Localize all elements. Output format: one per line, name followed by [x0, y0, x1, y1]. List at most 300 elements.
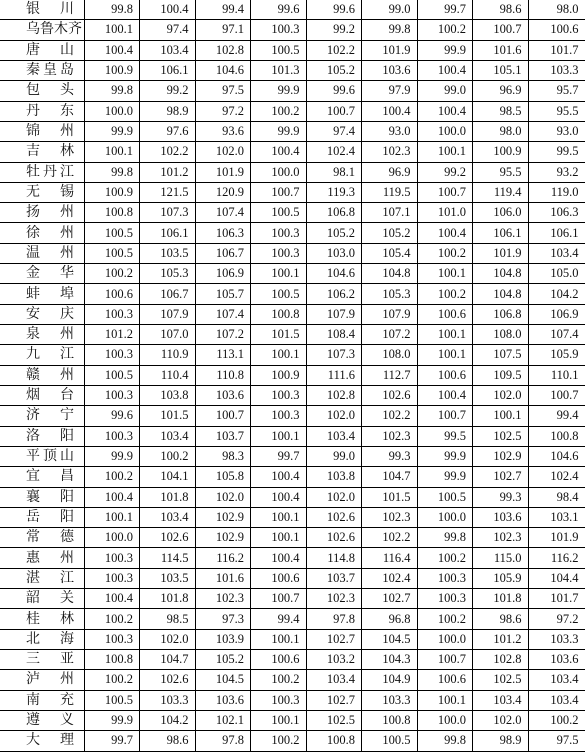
- index-value-cell: 99.5: [528, 142, 585, 162]
- index-value-cell: 100.2: [251, 670, 307, 690]
- index-value-cell: 102.1: [195, 710, 251, 730]
- city-char: 惠: [26, 550, 40, 566]
- index-value-cell: 105.7: [195, 284, 251, 304]
- index-value-cell: 102.0: [306, 406, 362, 426]
- index-value-cell: 104.3: [362, 650, 418, 670]
- index-value-cell: 100.1: [417, 264, 473, 284]
- city-char: 齐: [68, 22, 82, 38]
- city-char: 锡: [60, 184, 74, 200]
- index-value-cell: 97.2: [528, 609, 585, 629]
- city-char: 头: [60, 83, 74, 99]
- index-value-cell: 100.1: [251, 264, 307, 284]
- index-value-cell: 99.7: [417, 0, 473, 20]
- index-value-cell: 110.8: [195, 365, 251, 385]
- index-value-cell: 104.7: [362, 467, 418, 487]
- index-value-cell: 100.1: [473, 406, 529, 426]
- index-value-cell: 100.8: [362, 710, 418, 730]
- index-value-cell: 100.7: [417, 182, 473, 202]
- index-value-cell: 100.5: [251, 40, 307, 60]
- city-name-cell: [0, 162, 84, 182]
- city-char: 丹: [26, 103, 40, 119]
- city-char: 南: [26, 692, 40, 708]
- index-value-cell: 105.9: [473, 568, 529, 588]
- index-value-cell: 100.1: [84, 507, 140, 527]
- city-name-cell: [0, 243, 84, 263]
- city-char: 平: [26, 449, 40, 465]
- index-value-cell: 106.9: [195, 264, 251, 284]
- index-value-cell: 105.1: [473, 60, 529, 80]
- index-value-cell: 98.4: [528, 487, 585, 507]
- index-value-cell: 100.3: [84, 629, 140, 649]
- index-value-cell: 100.2: [251, 101, 307, 121]
- index-value-cell: 107.0: [140, 325, 196, 345]
- index-value-cell: 114.5: [140, 548, 196, 568]
- index-value-cell: 107.3: [140, 203, 196, 223]
- index-value-cell: 110.1: [528, 365, 585, 385]
- city-char: 唐: [26, 42, 40, 58]
- index-value-cell: 101.5: [140, 406, 196, 426]
- city-name-cell: [0, 365, 84, 385]
- index-value-cell: 107.4: [195, 203, 251, 223]
- index-value-cell: 100.8: [528, 426, 585, 446]
- city-name: [26, 610, 74, 629]
- index-value-cell: 99.8: [362, 20, 418, 40]
- index-value-cell: 100.3: [84, 345, 140, 365]
- city-name: [26, 285, 74, 304]
- index-value-cell: 105.8: [195, 467, 251, 487]
- index-value-cell: 100.8: [84, 203, 140, 223]
- index-value-cell: 107.2: [195, 325, 251, 345]
- city-char: 北: [26, 631, 40, 647]
- index-value-cell: 98.6: [140, 731, 196, 751]
- index-value-cell: 100.0: [84, 101, 140, 121]
- index-value-cell: 116.2: [528, 548, 585, 568]
- index-value-cell: 102.7: [306, 690, 362, 710]
- city-char: 皇: [43, 63, 57, 79]
- city-name-cell: [0, 182, 84, 202]
- city-name-cell: [0, 446, 84, 466]
- index-value-cell: 102.0: [306, 487, 362, 507]
- city-name-cell: [0, 304, 84, 324]
- index-value-cell: 104.7: [140, 650, 196, 670]
- index-value-cell: 106.8: [473, 304, 529, 324]
- index-value-cell: 99.7: [84, 731, 140, 751]
- index-value-cell: 104.1: [140, 467, 196, 487]
- index-value-cell: 99.3: [362, 446, 418, 466]
- index-value-cell: 100.7: [306, 101, 362, 121]
- index-value-cell: 101.9: [195, 162, 251, 182]
- index-value-cell: 103.7: [195, 426, 251, 446]
- index-value-cell: 105.3: [140, 264, 196, 284]
- index-value-cell: 104.8: [473, 264, 529, 284]
- city-name: [26, 325, 74, 344]
- index-value-cell: 106.1: [528, 223, 585, 243]
- index-value-cell: 104.6: [306, 264, 362, 284]
- city-name: [26, 691, 74, 710]
- index-value-cell: 93.6: [195, 121, 251, 141]
- city-char: 充: [60, 692, 74, 708]
- index-value-cell: 104.8: [362, 264, 418, 284]
- city-char: 海: [60, 631, 74, 647]
- city-char: 安: [26, 306, 40, 322]
- index-value-cell: 101.7: [528, 40, 585, 60]
- city-name: [26, 122, 74, 141]
- city-char: 州: [60, 225, 74, 241]
- city-char: 洛: [26, 428, 40, 444]
- city-char: 金: [26, 266, 40, 282]
- index-value-cell: 101.6: [195, 568, 251, 588]
- index-value-cell: 99.5: [417, 426, 473, 446]
- index-value-cell: 100.2: [84, 264, 140, 284]
- index-value-cell: 100.3: [84, 568, 140, 588]
- city-name-cell: [0, 223, 84, 243]
- index-value-cell: 102.0: [140, 629, 196, 649]
- city-char: 州: [60, 327, 74, 343]
- index-value-cell: 104.2: [528, 284, 585, 304]
- city-char: 东: [60, 103, 74, 119]
- city-name-cell: [0, 690, 84, 710]
- index-value-cell: 104.5: [362, 629, 418, 649]
- index-value-cell: 112.7: [362, 365, 418, 385]
- city-name: [26, 102, 74, 121]
- index-value-cell: 99.9: [84, 710, 140, 730]
- table-row: [0, 446, 585, 466]
- city-name: [26, 61, 74, 80]
- index-value-cell: 103.4: [528, 670, 585, 690]
- city-name: [26, 203, 74, 222]
- index-value-cell: 100.2: [528, 710, 585, 730]
- city-char: 宜: [26, 469, 40, 485]
- index-value-cell: 100.3: [84, 548, 140, 568]
- table-row: [0, 426, 585, 446]
- table-row: [0, 325, 585, 345]
- index-value-cell: 100.4: [84, 487, 140, 507]
- index-value-cell: 107.4: [528, 325, 585, 345]
- index-value-cell: 98.0: [528, 0, 585, 20]
- city-char: 州: [60, 124, 74, 140]
- city-name: [26, 244, 74, 263]
- table-row: [0, 101, 585, 121]
- index-value-cell: 100.3: [251, 243, 307, 263]
- index-value-cell: 96.8: [362, 609, 418, 629]
- table-row: [0, 467, 585, 487]
- index-value-cell: 100.7: [473, 20, 529, 40]
- index-value-cell: 99.9: [417, 446, 473, 466]
- table-row: [0, 609, 585, 629]
- city-name: [26, 305, 74, 324]
- index-value-cell: 104.2: [140, 710, 196, 730]
- city-char: 台: [60, 388, 74, 404]
- city-char: 三: [26, 652, 40, 668]
- index-value-cell: 102.3: [306, 589, 362, 609]
- index-value-cell: 105.4: [362, 243, 418, 263]
- index-value-cell: 99.6: [306, 81, 362, 101]
- city-char: 扬: [26, 205, 40, 221]
- index-value-cell: 99.0: [362, 0, 418, 20]
- index-value-cell: 103.6: [195, 385, 251, 405]
- table-row: [0, 345, 585, 365]
- index-value-cell: 100.7: [417, 406, 473, 426]
- city-char: 阳: [60, 489, 74, 505]
- index-value-cell: 99.2: [417, 162, 473, 182]
- city-char: 遵: [26, 713, 40, 729]
- index-value-cell: 99.9: [251, 121, 307, 141]
- index-value-cell: 100.9: [84, 60, 140, 80]
- city-name-cell: [0, 589, 84, 609]
- table-row: [0, 650, 585, 670]
- index-value-cell: 97.4: [140, 20, 196, 40]
- city-name-cell: [0, 710, 84, 730]
- index-value-cell: 100.5: [251, 203, 307, 223]
- city-name: [26, 447, 74, 466]
- city-name: [26, 528, 74, 547]
- index-value-cell: 100.5: [84, 223, 140, 243]
- index-value-cell: 119.4: [473, 182, 529, 202]
- index-value-cell: 101.8: [473, 589, 529, 609]
- index-value-cell: 99.9: [84, 446, 140, 466]
- city-char: 丹: [43, 164, 57, 180]
- index-value-cell: 99.8: [417, 528, 473, 548]
- city-name-cell: [0, 385, 84, 405]
- index-value-cell: 102.3: [195, 589, 251, 609]
- city-name-cell: [0, 0, 84, 20]
- index-value-cell: 99.9: [417, 40, 473, 60]
- index-value-cell: 103.3: [140, 690, 196, 710]
- city-name-cell: [0, 568, 84, 588]
- table-row: [0, 365, 585, 385]
- index-value-cell: 99.6: [84, 406, 140, 426]
- table-row: [0, 406, 585, 426]
- index-value-cell: 105.3: [362, 284, 418, 304]
- table-row: [0, 731, 585, 751]
- index-value-cell: 101.3: [251, 60, 307, 80]
- index-value-cell: 100.3: [84, 426, 140, 446]
- index-value-cell: 103.4: [140, 40, 196, 60]
- index-value-cell: 98.9: [473, 731, 529, 751]
- index-value-cell: 100.4: [417, 101, 473, 121]
- city-char: 顶: [43, 449, 57, 465]
- index-value-cell: 102.6: [306, 528, 362, 548]
- index-value-cell: 102.9: [473, 446, 529, 466]
- index-value-cell: 110.4: [140, 365, 196, 385]
- index-value-cell: 103.4: [528, 243, 585, 263]
- city-name-cell: [0, 40, 84, 60]
- city-name: [26, 264, 74, 283]
- table-row: [0, 568, 585, 588]
- city-name-cell: [0, 101, 84, 121]
- index-value-cell: 99.9: [251, 81, 307, 101]
- index-value-cell: 103.4: [140, 426, 196, 446]
- index-value-cell: 100.6: [251, 568, 307, 588]
- index-value-cell: 99.8: [84, 0, 140, 20]
- city-char: 乌: [26, 22, 40, 38]
- city-name: [26, 406, 74, 425]
- city-char: 包: [26, 83, 40, 99]
- index-value-cell: 99.6: [306, 0, 362, 20]
- city-name: [26, 81, 74, 100]
- city-char: 江: [60, 347, 74, 363]
- city-char: 州: [60, 205, 74, 221]
- table-row: [0, 0, 585, 20]
- index-value-cell: 101.2: [140, 162, 196, 182]
- index-value-cell: 100.9: [84, 182, 140, 202]
- city-char: 韶: [26, 591, 40, 607]
- index-value-cell: 102.0: [195, 142, 251, 162]
- table-row: [0, 203, 585, 223]
- city-name: [26, 0, 74, 19]
- index-value-cell: 100.8: [251, 304, 307, 324]
- index-value-cell: 103.1: [528, 507, 585, 527]
- city-name: [26, 345, 74, 364]
- index-value-cell: 99.0: [417, 81, 473, 101]
- table-row: [0, 20, 585, 40]
- index-value-cell: 111.6: [306, 365, 362, 385]
- index-value-cell: 100.1: [417, 345, 473, 365]
- city-name-cell: [0, 142, 84, 162]
- city-name-cell: [0, 284, 84, 304]
- city-char: 州: [60, 245, 74, 261]
- table-row: [0, 243, 585, 263]
- index-value-cell: 100.5: [362, 731, 418, 751]
- index-value-cell: 96.9: [362, 162, 418, 182]
- index-value-cell: 93.0: [362, 121, 418, 141]
- index-value-cell: 100.6: [417, 365, 473, 385]
- city-name: [26, 549, 74, 568]
- index-value-cell: 100.4: [84, 40, 140, 60]
- index-value-cell: 100.4: [140, 0, 196, 20]
- index-value-cell: 105.2: [306, 223, 362, 243]
- index-value-cell: 103.6: [362, 60, 418, 80]
- index-value-cell: 102.3: [473, 528, 529, 548]
- index-value-cell: 100.5: [84, 243, 140, 263]
- index-value-cell: 102.2: [362, 406, 418, 426]
- index-value-cell: 102.8: [473, 650, 529, 670]
- city-name: [26, 630, 74, 649]
- index-value-cell: 97.6: [140, 121, 196, 141]
- index-value-cell: 106.1: [473, 223, 529, 243]
- index-value-cell: 100.0: [251, 162, 307, 182]
- city-char: 州: [60, 550, 74, 566]
- index-value-cell: 100.3: [251, 20, 307, 40]
- city-name: [26, 569, 74, 588]
- table-row: [0, 284, 585, 304]
- index-value-cell: 99.4: [251, 609, 307, 629]
- index-value-cell: 100.7: [251, 182, 307, 202]
- index-value-cell: 121.5: [140, 182, 196, 202]
- city-name-cell: [0, 650, 84, 670]
- index-value-cell: 100.4: [251, 467, 307, 487]
- city-char: 鲁: [40, 22, 54, 38]
- table-row: [0, 142, 585, 162]
- index-value-cell: 106.7: [140, 284, 196, 304]
- index-value-cell: 104.6: [195, 60, 251, 80]
- index-value-cell: 102.5: [473, 670, 529, 690]
- index-value-cell: 109.5: [473, 365, 529, 385]
- city-char: 亚: [60, 652, 74, 668]
- index-value-cell: 97.5: [528, 731, 585, 751]
- index-value-cell: 101.9: [473, 243, 529, 263]
- index-value-cell: 100.5: [417, 487, 473, 507]
- city-char: 埠: [60, 286, 74, 302]
- index-value-cell: 110.9: [140, 345, 196, 365]
- city-char: 烟: [26, 388, 40, 404]
- index-value-cell: 99.0: [306, 446, 362, 466]
- index-value-cell: 100.3: [251, 223, 307, 243]
- city-char: 江: [60, 164, 74, 180]
- index-value-cell: 103.3: [528, 629, 585, 649]
- city-char: 赣: [26, 367, 40, 383]
- index-value-cell: 100.2: [417, 548, 473, 568]
- index-value-cell: 100.2: [84, 670, 140, 690]
- index-value-cell: 100.9: [251, 365, 307, 385]
- index-value-cell: 100.6: [251, 650, 307, 670]
- city-name: [26, 670, 74, 689]
- city-char: 大: [26, 733, 40, 749]
- index-value-cell: 100.4: [251, 548, 307, 568]
- city-name-cell: [0, 528, 84, 548]
- index-value-cell: 99.8: [84, 162, 140, 182]
- index-value-cell: 100.6: [417, 670, 473, 690]
- index-value-cell: 93.2: [528, 162, 585, 182]
- city-name-cell: [0, 731, 84, 751]
- index-value-cell: 100.2: [417, 284, 473, 304]
- city-name-cell: [0, 264, 84, 284]
- index-value-cell: 107.9: [306, 304, 362, 324]
- index-value-cell: 100.6: [84, 284, 140, 304]
- index-value-cell: 104.9: [362, 670, 418, 690]
- city-name: [26, 488, 74, 507]
- index-value-cell: 102.9: [195, 507, 251, 527]
- index-value-cell: 99.9: [84, 121, 140, 141]
- index-value-cell: 100.0: [417, 710, 473, 730]
- index-value-cell: 100.1: [251, 528, 307, 548]
- city-name-cell: [0, 426, 84, 446]
- table-row: [0, 162, 585, 182]
- city-char: 牡: [26, 164, 40, 180]
- city-char: 泸: [26, 672, 40, 688]
- table-row: [0, 629, 585, 649]
- index-value-cell: 106.9: [528, 304, 585, 324]
- index-value-cell: 104.5: [195, 670, 251, 690]
- city-char: 锦: [26, 124, 40, 140]
- index-value-cell: 107.1: [362, 203, 418, 223]
- index-value-cell: 103.2: [306, 650, 362, 670]
- index-value-cell: 100.6: [417, 304, 473, 324]
- index-value-cell: 101.8: [140, 589, 196, 609]
- index-value-cell: 95.5: [528, 101, 585, 121]
- index-value-cell: 102.7: [362, 589, 418, 609]
- city-name-cell: [0, 203, 84, 223]
- index-value-cell: 100.1: [417, 142, 473, 162]
- city-char: 桂: [26, 611, 40, 627]
- city-char: 秦: [26, 63, 40, 79]
- index-value-cell: 101.8: [140, 487, 196, 507]
- index-value-cell: 100.0: [417, 507, 473, 527]
- index-value-cell: 100.3: [251, 690, 307, 710]
- city-char: 吉: [26, 144, 40, 160]
- index-value-cell: 97.8: [195, 731, 251, 751]
- city-char: 理: [60, 733, 74, 749]
- index-value-cell: 100.6: [528, 20, 585, 40]
- city-name-cell: [0, 507, 84, 527]
- index-value-cell: 97.3: [195, 609, 251, 629]
- index-value-cell: 103.7: [306, 568, 362, 588]
- index-value-cell: 106.7: [195, 243, 251, 263]
- index-value-cell: 103.4: [306, 426, 362, 446]
- city-char: 阳: [60, 428, 74, 444]
- index-value-cell: 99.8: [84, 81, 140, 101]
- index-value-cell: 98.1: [306, 162, 362, 182]
